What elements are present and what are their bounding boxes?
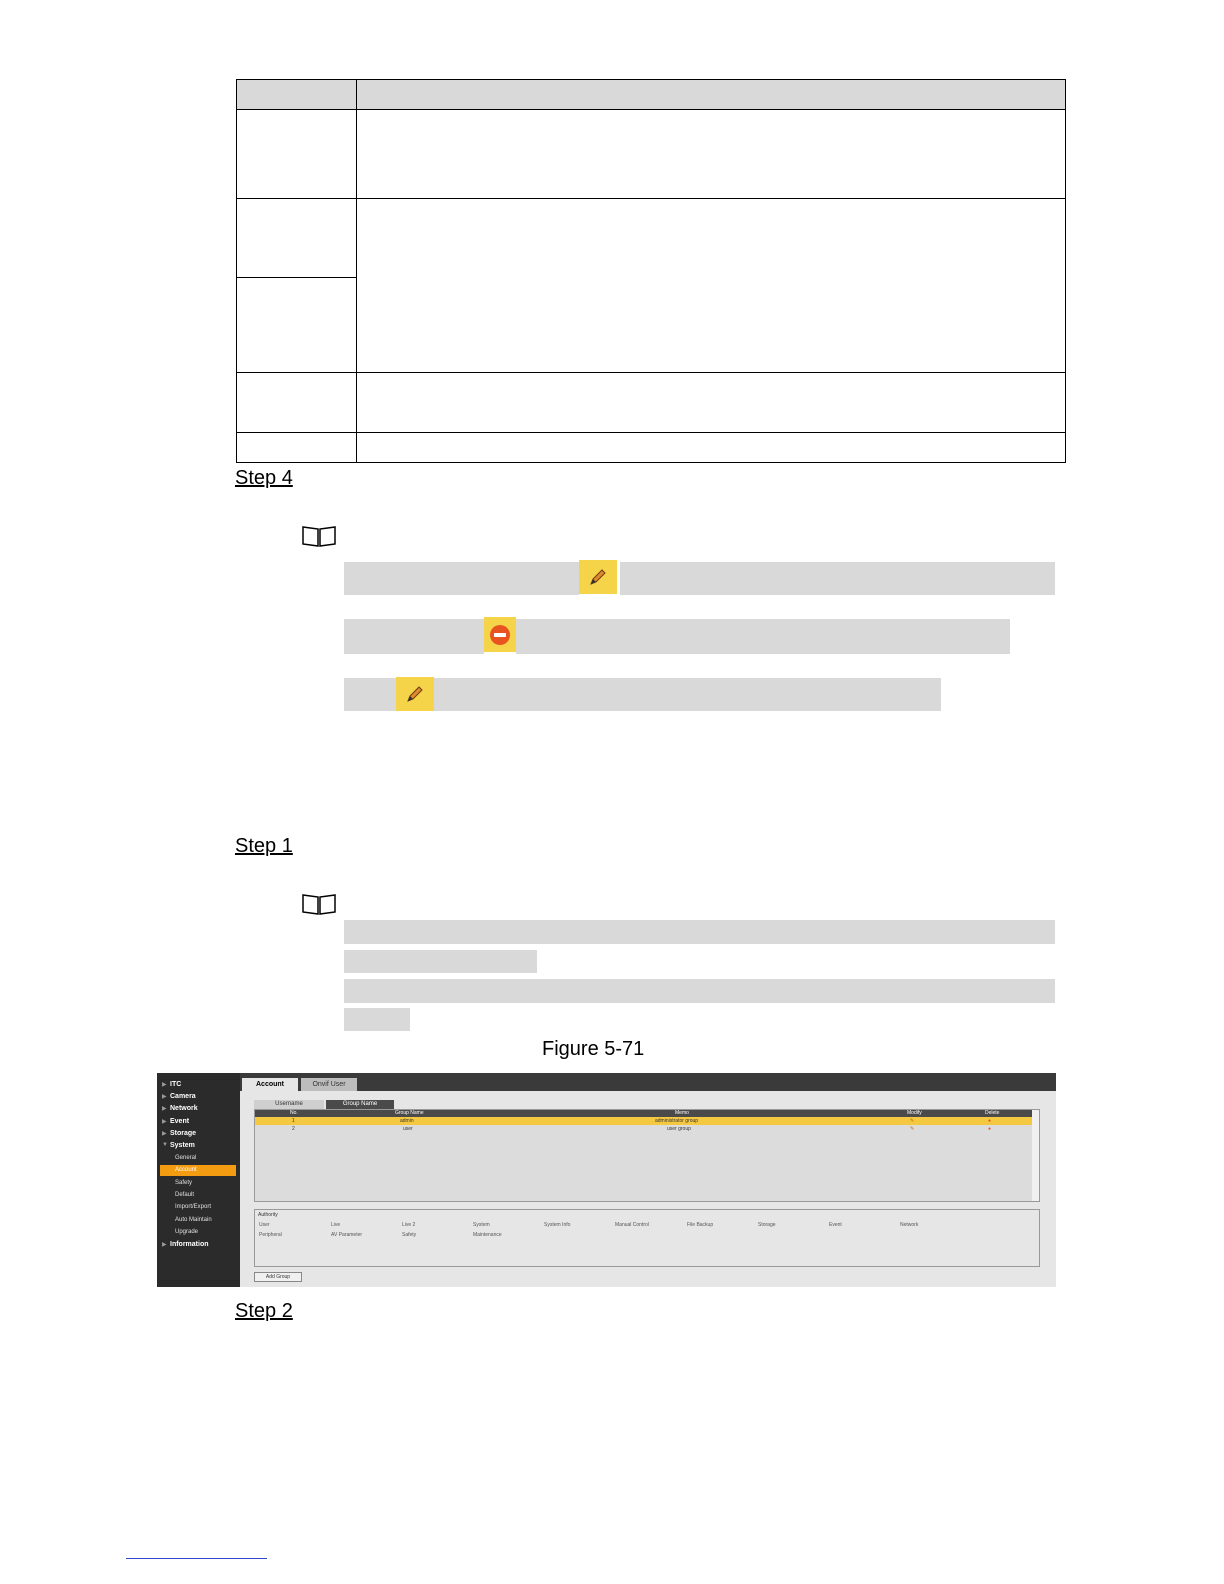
authority-title: Authority: [258, 1212, 278, 1218]
note-line-3a: [344, 678, 396, 711]
sidebar-item-information[interactable]: Information: [170, 1241, 209, 1248]
subtab-group-name[interactable]: Group Name: [326, 1100, 394, 1109]
table-scrollbar[interactable]: [1032, 1110, 1039, 1201]
note-book-icon: [302, 525, 336, 547]
col-delete: Delete: [985, 1110, 1000, 1116]
sidebar-sub-import-export[interactable]: Import/Export: [175, 1204, 212, 1210]
footer-link-line: [126, 1558, 267, 1559]
account-screenshot: [157, 1073, 1056, 1287]
table-row[interactable]: 1 admin administrator group ✎ ●: [255, 1117, 1032, 1125]
sidebar-sub-account[interactable]: Account: [175, 1167, 197, 1173]
modify-icon[interactable]: ✎: [910, 1118, 915, 1124]
account-panel: [240, 1091, 1056, 1287]
sidebar-sub-general[interactable]: General: [175, 1155, 197, 1161]
sidebar-item-storage[interactable]: Storage: [170, 1130, 197, 1137]
note-book-icon: [302, 893, 336, 915]
modify-pencil-icon: [396, 677, 434, 711]
note2-line-3: [344, 979, 1055, 1003]
modify-icon[interactable]: ✎: [910, 1126, 915, 1132]
table-row[interactable]: 2 user user group ✎ ●: [292, 1126, 992, 1132]
col-group-name: Group Name: [395, 1110, 424, 1116]
group-table: [254, 1109, 1040, 1202]
authority-box: Authority User Live Live 2 System System Info Manual Control File Backup Storage Event Network Peripheral AV Parameter Safety Maintenance: [254, 1209, 1040, 1267]
add-group-button[interactable]: Add Group: [254, 1272, 302, 1282]
delete-icon[interactable]: ●: [988, 1126, 992, 1132]
parameter-table: [236, 79, 1066, 463]
sidebar: ▶ ITC ▶ Camera ▶ Network ▶ Event ▶ Storage ▼ System General Account Safety Default Import/Export Auto Maintain Upgrade ▶ Information: [157, 1073, 240, 1287]
tab-onvif-user[interactable]: Onvif User: [301, 1078, 357, 1091]
note-line-1a: [344, 562, 579, 595]
sidebar-sub-upgrade[interactable]: Upgrade: [175, 1229, 199, 1235]
sidebar-sub-safety[interactable]: Safety: [175, 1180, 193, 1186]
col-no: No.: [290, 1110, 298, 1116]
sidebar-item-network[interactable]: Network: [170, 1105, 198, 1112]
step-1-label: Step 1: [235, 835, 293, 857]
note-line-3b: [434, 678, 941, 711]
modify-pencil-icon: [579, 560, 617, 594]
col-modify: Modify: [907, 1110, 922, 1116]
note-line-1b: [620, 562, 1055, 595]
tab-account[interactable]: Account: [242, 1078, 298, 1091]
figure-caption: Figure 5-71: [542, 1038, 645, 1060]
delete-icon: [484, 617, 516, 652]
step-4-label: Step 4: [235, 467, 293, 489]
group-table-header: [255, 1110, 1032, 1117]
top-tab-bar: [240, 1073, 1056, 1091]
note2-line-1: [344, 920, 1055, 944]
sidebar-item-camera[interactable]: Camera: [170, 1093, 196, 1100]
delete-icon[interactable]: ●: [988, 1118, 992, 1124]
note-line-2a: [344, 619, 484, 654]
sidebar-sub-auto-maintain[interactable]: Auto Maintain: [175, 1217, 212, 1223]
col-memo: Memo: [675, 1110, 689, 1116]
note-line-2b: [516, 619, 1010, 654]
sidebar-item-event[interactable]: Event: [170, 1118, 190, 1125]
sidebar-sub-default[interactable]: Default: [175, 1192, 195, 1198]
sidebar-item-itc[interactable]: ITC: [170, 1081, 182, 1088]
table-header: [237, 80, 1065, 109]
sidebar-item-system[interactable]: System: [170, 1142, 195, 1149]
note2-line-4: [344, 1008, 410, 1031]
subtab-username[interactable]: Username: [254, 1100, 324, 1109]
note2-line-2: [344, 950, 537, 973]
step-2-label: Step 2: [235, 1300, 293, 1322]
